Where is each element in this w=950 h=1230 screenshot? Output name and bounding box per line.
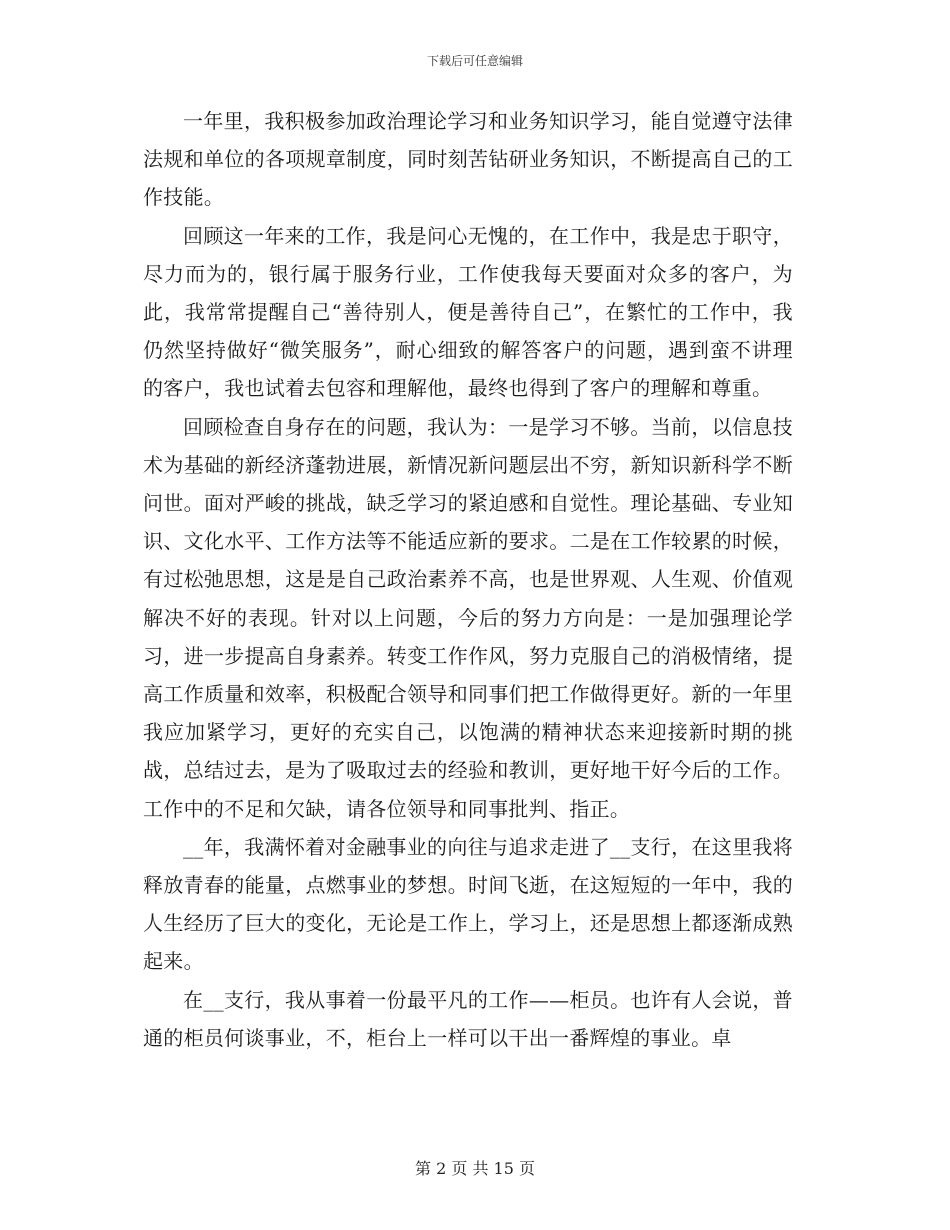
paragraph: 一年里，我积极参加政治理论学习和业务知识学习，能自觉遵守法律法规和单位的各项规章制度，同时刻苦钻研业务知识，不断提高自己的工作技能。 (143, 109, 793, 210)
page-footer: 第 2 页 共 15 页 (415, 1159, 535, 1178)
paragraph: __年，我满怀着对金融事业的向往与追求走进了__支行，在这里我将释放青春的能量，点燃事业的梦想。时间飞逝，在这短短的一年中，我的人生经历了巨大的变化，无论是工作上，学习上，还是思想上都逐渐成熟起来。 (143, 834, 793, 974)
document-body (143, 102, 793, 1057)
paragraph: 回顾这一年来的工作，我是问心无愧的，在工作中，我是忠于职守，尽力而为的，银行属于服务行业，工作使我每天要面对众多的客户，为此，我常常提醒自己“善待别人，便是善待自己”，在繁忙的工作中，我仍然坚持做好“微笑服务”，耐心细致的解答客户的问题，遇到蛮不讲理的客户，我也试着去包容和理解他，最终也得到了客户的理解和尊重。 (143, 223, 793, 401)
paragraph: 回顾检查自身存在的问题，我认为：一是学习不够。当前，以信息技术为基础的新经济蓬勃进展，新情况新问题层出不穷，新知识新科学不断问世。面对严峻的挑战，缺乏学习的紧迫感和自觉性。理论基础、专业知识、文化水平、工作方法等不能适应新的要求。二是在工作较累的时候，有过松弛思想，这是是自己政治素养不高，也是世界观、人生观、价值观解决不好的表现。针对以上问题，今后的努力方向是：一是加强理论学习，进一步提高自身素养。转变工作作风，努力克服自己的消极情绪，提高工作质量和效率，积极配合领导和同事们把工作做得更好。新的一年里我应加紧学习，更好的充实自己，以饱满的精神状态来迎接新时期的挑战，总结过去，是为了吸取过去的经验和教训，更好地干好今后的工作。工作中的不足和欠缺，请各位领导和同事批判、指正。 (143, 414, 793, 821)
page-header: 下载后可任意编辑 (426, 54, 523, 68)
paragraph: 在__支行，我从事着一份最平凡的工作——柜员。也许有人会说，普通的柜员何谈事业，不，柜台上一样可以干出一番辉煌的事业。卓 (143, 987, 793, 1050)
